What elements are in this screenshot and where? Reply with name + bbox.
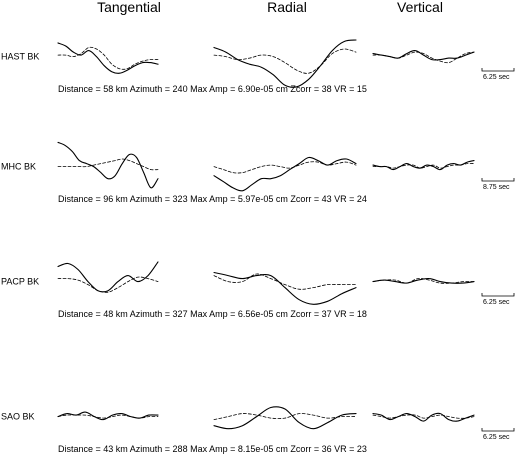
column-title-tangential: Tangential: [97, 0, 161, 15]
station-row-sao: [1, 407, 514, 454]
time-scale-label: 6.25 sec: [483, 74, 510, 81]
trace-tangential-observed: [58, 262, 158, 292]
station-info-text: Distance = 96 km Azimuth = 323 Max Amp = 5.97e-05 cm Zcorr = 43 VR = 24: [58, 194, 367, 204]
station-label: HAST BK: [1, 51, 40, 62]
station-info-text: Distance = 43 km Azimuth = 288 Max Amp = 8.15e-05 cm Zcorr = 36 VR = 23: [58, 444, 367, 454]
time-scale-label: 6.25 sec: [483, 299, 510, 306]
trace-radial-observed: [214, 157, 356, 190]
trace-radial-observed: [214, 273, 356, 305]
station-info-text: Distance = 58 km Azimuth = 240 Max Amp = 6.90e-05 cm Zcorr = 38 VR = 15: [58, 84, 367, 94]
trace-tangential-synthetic: [58, 415, 158, 418]
time-scale-bar: [482, 428, 514, 431]
station-row-mhc: [1, 142, 514, 204]
time-scale-bar: [482, 293, 514, 296]
station-label: MHC BK: [1, 161, 37, 172]
station-row-pacp: [1, 262, 514, 319]
trace-tangential-observed: [58, 142, 158, 187]
trace-vertical-observed: [373, 51, 474, 60]
station-info-text: Distance = 48 km Azimuth = 327 Max Amp = 6.56e-05 cm Zcorr = 37 VR = 18: [58, 309, 367, 319]
trace-tangential-synthetic: [58, 47, 158, 69]
column-title-vertical: Vertical: [397, 0, 443, 15]
trace-tangential-observed: [58, 43, 158, 73]
time-scale-bar: [482, 68, 514, 71]
trace-tangential-observed: [58, 412, 158, 420]
trace-radial-synthetic: [214, 162, 356, 173]
trace-radial-observed: [214, 40, 356, 87]
time-scale-bar: [482, 178, 514, 181]
trace-vertical-observed: [373, 413, 474, 421]
column-title-radial: Radial: [267, 0, 307, 15]
time-scale-label: 8.75 sec: [483, 184, 510, 191]
trace-radial-synthetic: [214, 49, 356, 73]
station-label: SAO BK: [1, 411, 35, 422]
trace-vertical-synthetic: [373, 52, 474, 63]
time-scale-label: 6.25 sec: [483, 434, 510, 441]
trace-vertical-synthetic: [373, 415, 474, 419]
trace-tangential-synthetic: [58, 159, 158, 170]
station-rows: [1, 40, 514, 454]
station-label: PACP BK: [1, 276, 40, 287]
station-row-hast: [1, 40, 514, 94]
